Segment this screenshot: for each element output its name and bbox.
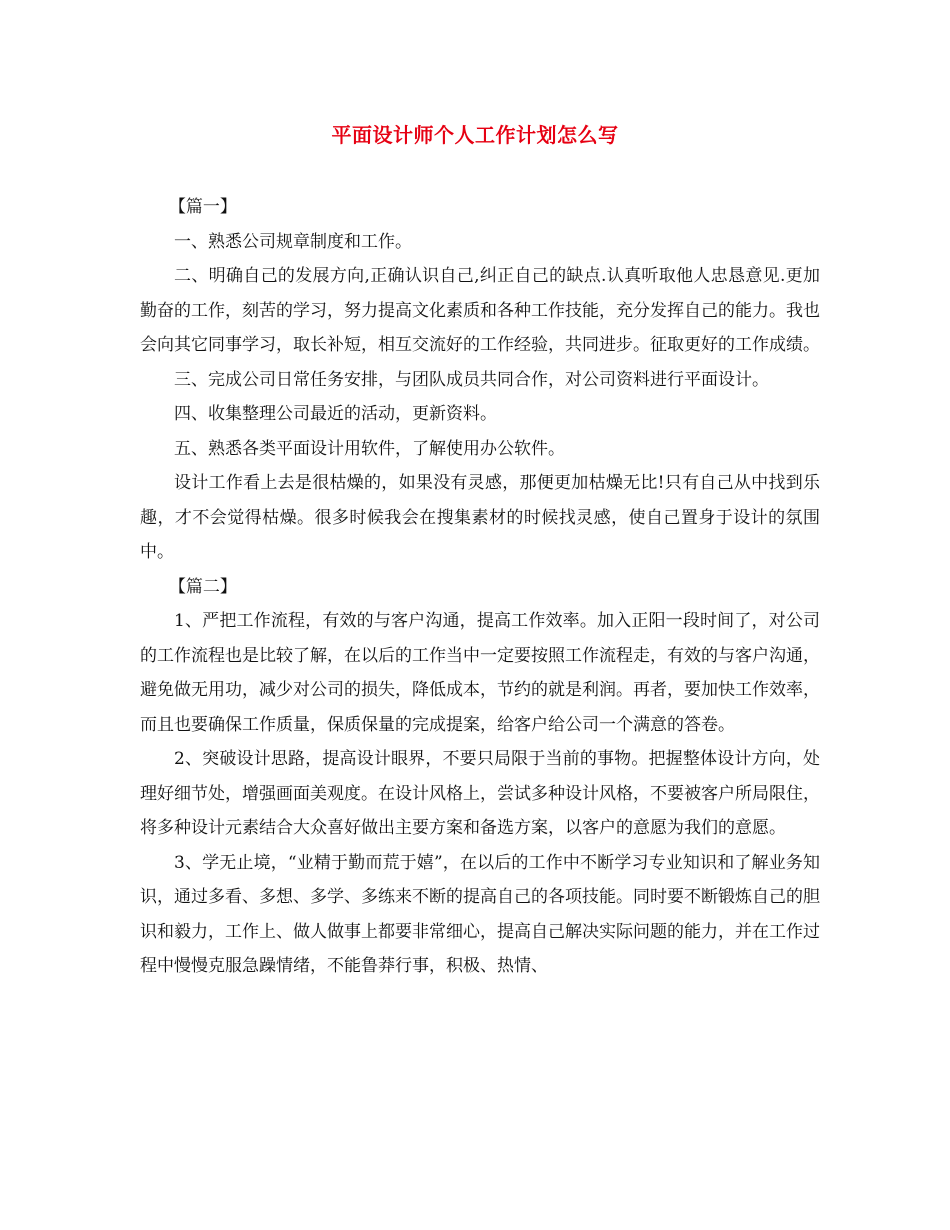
- paragraph: 3、学无止境，“业精于勤而荒于嬉”，在以后的工作中不断学习专业知识和了解业务知识，通过多看、多想、多学、多练来不断的提高自己的各项技能。同时要不断锻炼自己的胆识和毅力，工作上、做人做事上都要非常细心，提高自己解决实际问题的能力，并在工作过程中慢慢克服急躁情绪，不能鲁莽行事，积极、热情、: [140, 852, 820, 976]
- section-heading: 【篇二】: [168, 576, 237, 597]
- paragraph: 设计工作看上去是很枯燥的，如果没有灵感，那便更加枯燥无比!只有自己从中找到乐趣，才不会觉得枯燥。很多时候我会在搜集素材的时候找灵感，使自己置身于设计的氛围中。: [140, 473, 820, 562]
- paragraph: 2、突破设计思路，提高设计眼界，不要只局限于当前的事物。把握整体设计方向，处理好细节处，增强画面美观度。在设计风格上，尝试多种设计风格，不要被客户所局限住，将多种设计元素结合大众喜好做出主要方案和备选方案，以客户的意愿为我们的意愿。: [140, 749, 820, 838]
- section-1: [140, 190, 820, 570]
- paragraph: 五、熟悉各类平面设计用软件，了解使用办公软件。: [174, 438, 565, 459]
- section-heading: 【篇一】: [168, 197, 237, 217]
- paragraph: 1、严把工作流程，有效的与客户沟通，提高工作效率。加入正阳一段时间了，对公司的工作流程也是比较了解，在以后的工作当中一定要按照工作流程走，有效的与客户沟通，避免做无用功，减少对公司的损失，降低成本，节约的就是利润。再者，要加快工作效率，而且也要确保工作质量，保质保量的完成提案，给客户给公司一个满意的答卷。: [140, 611, 820, 735]
- paragraph: 一、熟悉公司规章制度和工作。: [174, 231, 412, 252]
- paragraph: 二、明确自己的发展方向,正确认识自己,纠正自己的缺点.认真听取他人忠恳意见.更加勤奋的工作，刻苦的学习，努力提高文化素质和各种工作技能，充分发挥自己的能力。我也会向其它同事学习，取长补短，相互交流好的工作经验，共同进步。征取更好的工作成绩。: [140, 266, 820, 355]
- section-2: [140, 570, 820, 984]
- paragraph: 四、收集整理公司最近的活动，更新资料。: [174, 404, 497, 424]
- paragraph: 三、完成公司日常任务安排，与团队成员共同合作，对公司资料进行平面设计。: [174, 369, 769, 390]
- document-title: 平面设计师个人工作计划怎么写: [331, 123, 619, 147]
- document-body: [140, 190, 820, 984]
